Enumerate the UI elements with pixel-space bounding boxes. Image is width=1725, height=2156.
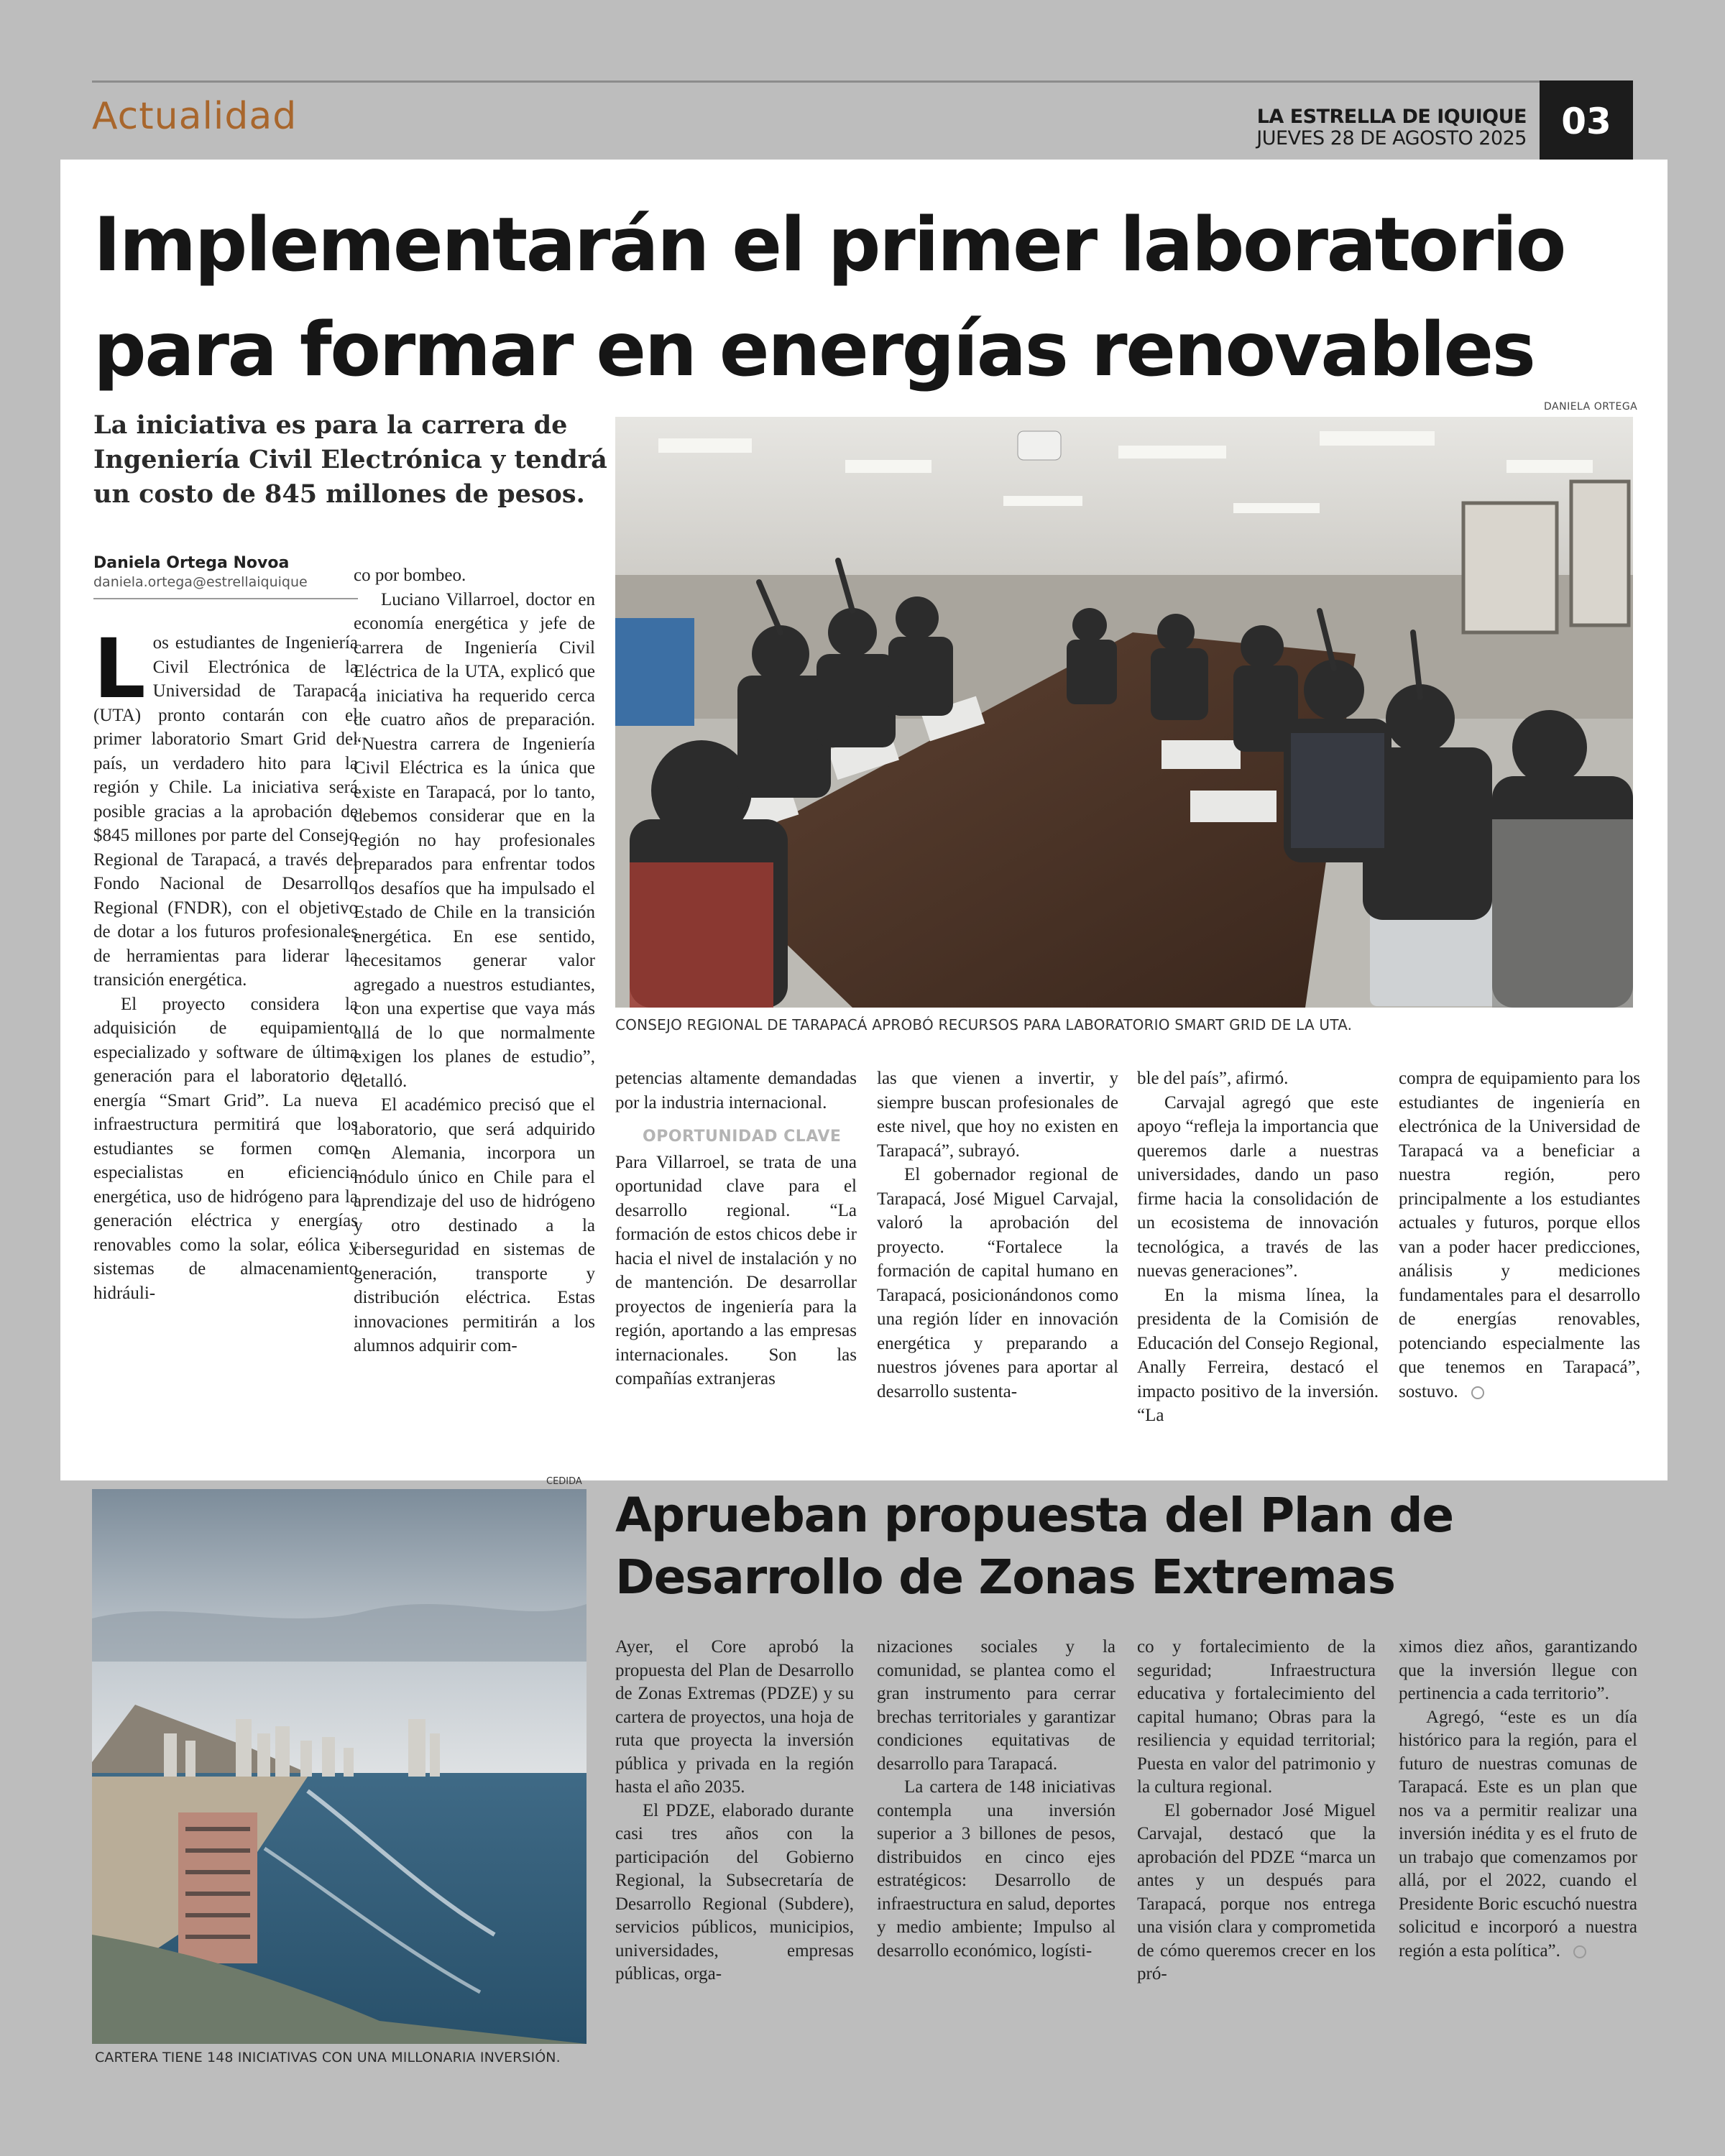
main-article-paragraph: En la misma línea, la presidenta de la Comisión de Educación del Consejo Regional, Anally Ferreira, destacó el impacto positivo de la inversión. “La — [1137, 1285, 1379, 1425]
paragraph-text: compra de equipamiento para los estudiantes de ingeniería en electrónica de la Universidad de Tarapacá va a beneficiar a nuestra región, pero principalmente a los estudiantes actuales y futuros, porque ellos van a poder hacer predicciones, análisis y mediciones fundamentales para el desarrollo de energías renovables, potenciando especialmente las que tenemos en Tarapacá”, sostuvo. — [1399, 1069, 1640, 1401]
second-article-column-3 — [1137, 1636, 1376, 1986]
second-article-column-1 — [615, 1636, 854, 1986]
main-article-paragraph: Luciano Villarroel, doctor en economía energética y jefe de carrera de Ingeniería Civil Eléctrica de la UTA, explicó que la iniciativa ha requerido cerca de cuatro años de preparación. “Nuestra carrera de Ingeniería Civil Eléctrica es la única que existe en Tarapacá, por lo tanto, debemos considerar que en la región no hay profesionales preparados para enfrentar todos los desafíos que ha impulsado el Estado de Chile en la transición energética. En ese sentido, necesitamos generar valor agregado a nuestros estudiantes, con una expertise que vaya más allá de lo que normalmente exigen los planes de estudio”, detalló. — [354, 589, 595, 1091]
second-article-column-2 — [877, 1636, 1116, 1963]
main-article-column-4 — [877, 1067, 1118, 1404]
paragraph-text: Agregó, “este es un día histórico para la región, para el futuro de nuestras comunas de Tarapacá. Este es un plan que nos va a permitir realizar una inversión inédita y es el fruto de un trabajo que comenzamos por allá, por el 2022, cuando el Presidente Boric escuchó nuestra solicitud e incorporó a nuestra región a esta política”. — [1399, 1707, 1637, 1961]
main-headline — [93, 193, 1639, 402]
second-photo-caption: CARTERA TIENE 148 INICIATIVAS CON UNA MILLONARIA INVERSIÓN. — [95, 2050, 561, 2065]
main-article — [60, 160, 1668, 1480]
end-mark-icon — [1471, 1386, 1484, 1399]
main-photo — [615, 417, 1633, 1008]
second-photo — [92, 1489, 586, 2044]
second-article-paragraph: Ayer, el Core aprobó la propuesta del Plan de Desarrollo de Zonas Extremas (PDZE) y su cartera de proyectos, una hoja de ruta que proyecta la inversión pública y privada en la región hasta el año 2035. — [615, 1637, 854, 1797]
byline-name: Daniela Ortega Novoa — [93, 554, 290, 572]
second-article-paragraph: El gobernador José Miguel Carvajal, destacó que la aprobación del PDZE “marca un antes y un después para Tarapacá, porque nos entrega una visión clara y comprometida de cómo queremos crecer en los pró- — [1137, 1800, 1376, 1984]
second-article-paragraph: co y fortalecimiento de la seguridad; Infraestructura educativa y fortalecimiento del capital humano; Obras para la resiliencia y equidad territorial; Puesta en valor del patrimonio y la cultura regional. — [1137, 1637, 1376, 1797]
main-article-column-6 — [1399, 1067, 1640, 1404]
main-photo-credit: DANIELA ORTEGA — [1544, 401, 1638, 413]
council-meeting-photo — [615, 417, 1633, 1008]
main-article-paragraph: Carvajal agregó que este apoyo “refleja la importancia que queremos darle a nuestras universidades, dando un paso firme hacia la consolidación de un ecosistema de innovación tecnológica, a través de las nuevas generaciones”. — [1137, 1092, 1379, 1281]
publication-name: LA ESTRELLA DE IQUIQUE — [1256, 106, 1527, 128]
main-article-paragraph: petencias altamente demandadas por la industria internacional. — [615, 1069, 857, 1112]
page-number: 03 — [1540, 80, 1633, 162]
second-photo-credit: CEDIDA — [546, 1476, 582, 1487]
main-article-paragraph: las que vienen a invertir, y siempre buscan profesionales de este nivel, que hoy no existen en Tarapacá”, subrayó. — [877, 1069, 1118, 1161]
main-article-column-2 — [354, 563, 595, 1358]
iquique-coast-photo — [92, 1489, 586, 2044]
main-article-paragraph — [93, 621, 358, 992]
byline — [93, 553, 358, 599]
main-article-paragraph: El proyecto considera la adquisición de equipamiento especializado y software de última generación para el laboratorio de energía “Smart Grid”. La nueva infraestructura permitirá que los estudiantes se formen como especialistas en eficiencia energética, uso de hidrógeno para la generación eléctrica y energías renovables como la solar, eólica y sistemas de almacenamiento hidráuli- — [93, 994, 358, 1303]
main-headline-line2: para formar en energías renovables — [93, 307, 1535, 393]
second-article-column-4 — [1399, 1636, 1637, 1963]
drop-cap: L — [93, 621, 146, 717]
second-headline — [615, 1485, 1636, 1608]
second-article-paragraph: nizaciones sociales y la comunidad, se plantea como el gran instrumento para cerrar brechas territoriales y garantizar condiciones equitativas de desarrollo para Tarapacá. — [877, 1637, 1116, 1774]
second-article-paragraph: ximos diez años, garantizando que la inversión llegue con pertinencia a cada territorio”. — [1399, 1637, 1637, 1703]
main-article-column-3 — [615, 1067, 857, 1391]
second-headline-line2: Desarrollo de Zonas Extremas — [615, 1549, 1395, 1605]
main-article-column-5 — [1137, 1067, 1379, 1428]
main-headline-line1: Implementarán el primer laboratorio — [93, 202, 1565, 288]
second-headline-line1: Aprueban propuesta del Plan de — [615, 1488, 1453, 1543]
main-article-column-1 — [93, 621, 358, 1305]
masthead — [1256, 106, 1527, 149]
main-article-paragraph: ble del país”, afirmó. — [1137, 1069, 1289, 1088]
main-article-paragraph: El gobernador regional de Tarapacá, José Miguel Carvajal, valoró la aprobación del proyecto. “Fortalece la formación de capital humano en Tarapacá, posicionándonos como una región líder en innovación energética y preparando a nuestros jóvenes para aportar al desarrollo sustenta- — [877, 1165, 1118, 1401]
section-label: Actualidad — [92, 95, 298, 138]
main-article-paragraph: El académico precisó que el laboratorio, que será adquirido en Alemania, incorpora un módulo único en Chile para el aprendizaje del uso de hidrógeno y otro destinado a la ciberseguridad en sistemas de generación, transporte y distribución eléctrica. Estas innovaciones permitirán a los alumnos adquirir com- — [354, 1095, 595, 1355]
second-article-paragraph — [1399, 1706, 1637, 1963]
header-rule — [92, 80, 1633, 83]
second-article-paragraph: La cartera de 148 iniciativas contempla una inversión superior a 3 billones de pesos, distribuidos en cinco ejes estratégicos: Desarrollo de infraestructura en salud, deportes y medio ambiente; Impulso al desarrollo económico, logísti- — [877, 1777, 1116, 1961]
end-mark-icon — [1573, 1945, 1586, 1958]
main-article-paragraph — [1399, 1067, 1640, 1404]
main-deck: La iniciativa es para la carrera de Ingeniería Civil Electrónica y tendrá un costo de 845 millones de pesos. — [93, 410, 607, 509]
publication-date: JUEVES 28 DE AGOSTO 2025 — [1256, 127, 1527, 149]
main-photo-caption: CONSEJO REGIONAL DE TARAPACÁ APROBÓ RECURSOS PARA LABORATORIO SMART GRID DE LA UTA. — [615, 1016, 1353, 1033]
main-article-paragraph: co por bombeo. — [354, 566, 466, 585]
byline-email: daniela.ortega@estrellaiquique — [93, 574, 308, 590]
subhead-oportunidad-clave: OPORTUNIDAD CLAVE — [643, 1128, 842, 1146]
paragraph-text: os estudiantes de Ingeniería Civil Electrónica de la Universidad de Tarapacá (UTA) pronto contarán con el primer laboratorio Smart Grid del país, un verdadero hito para la región y Chile. La iniciativa será posible gracias a la aprobación de $845 millones por parte del Consejo Regional de Tarapacá, a través del Fondo Nacional de Desarrollo Regional (FNDR), con el objetivo de dotar a los futuros profesionales de herramientas para liderar la transición energética. — [93, 633, 358, 990]
main-article-paragraph: Para Villarroel, se trata de una oportunidad clave para el desarrollo regional. “La formación de estos chicos debe ir hacia el nivel de instalación y no de mantención. De desarrollar proyectos de ingeniería para la región, aportando a las empresas internacionales. Son las compañías extranjeras — [615, 1152, 857, 1388]
second-article-paragraph: El PDZE, elaborado durante casi tres años con la participación del Gobierno Regional, la Subsecretaría de Desarrollo Regional (Subdere), servicios públicos, municipios, universidades, empresas públicas, orga- — [615, 1800, 854, 1984]
